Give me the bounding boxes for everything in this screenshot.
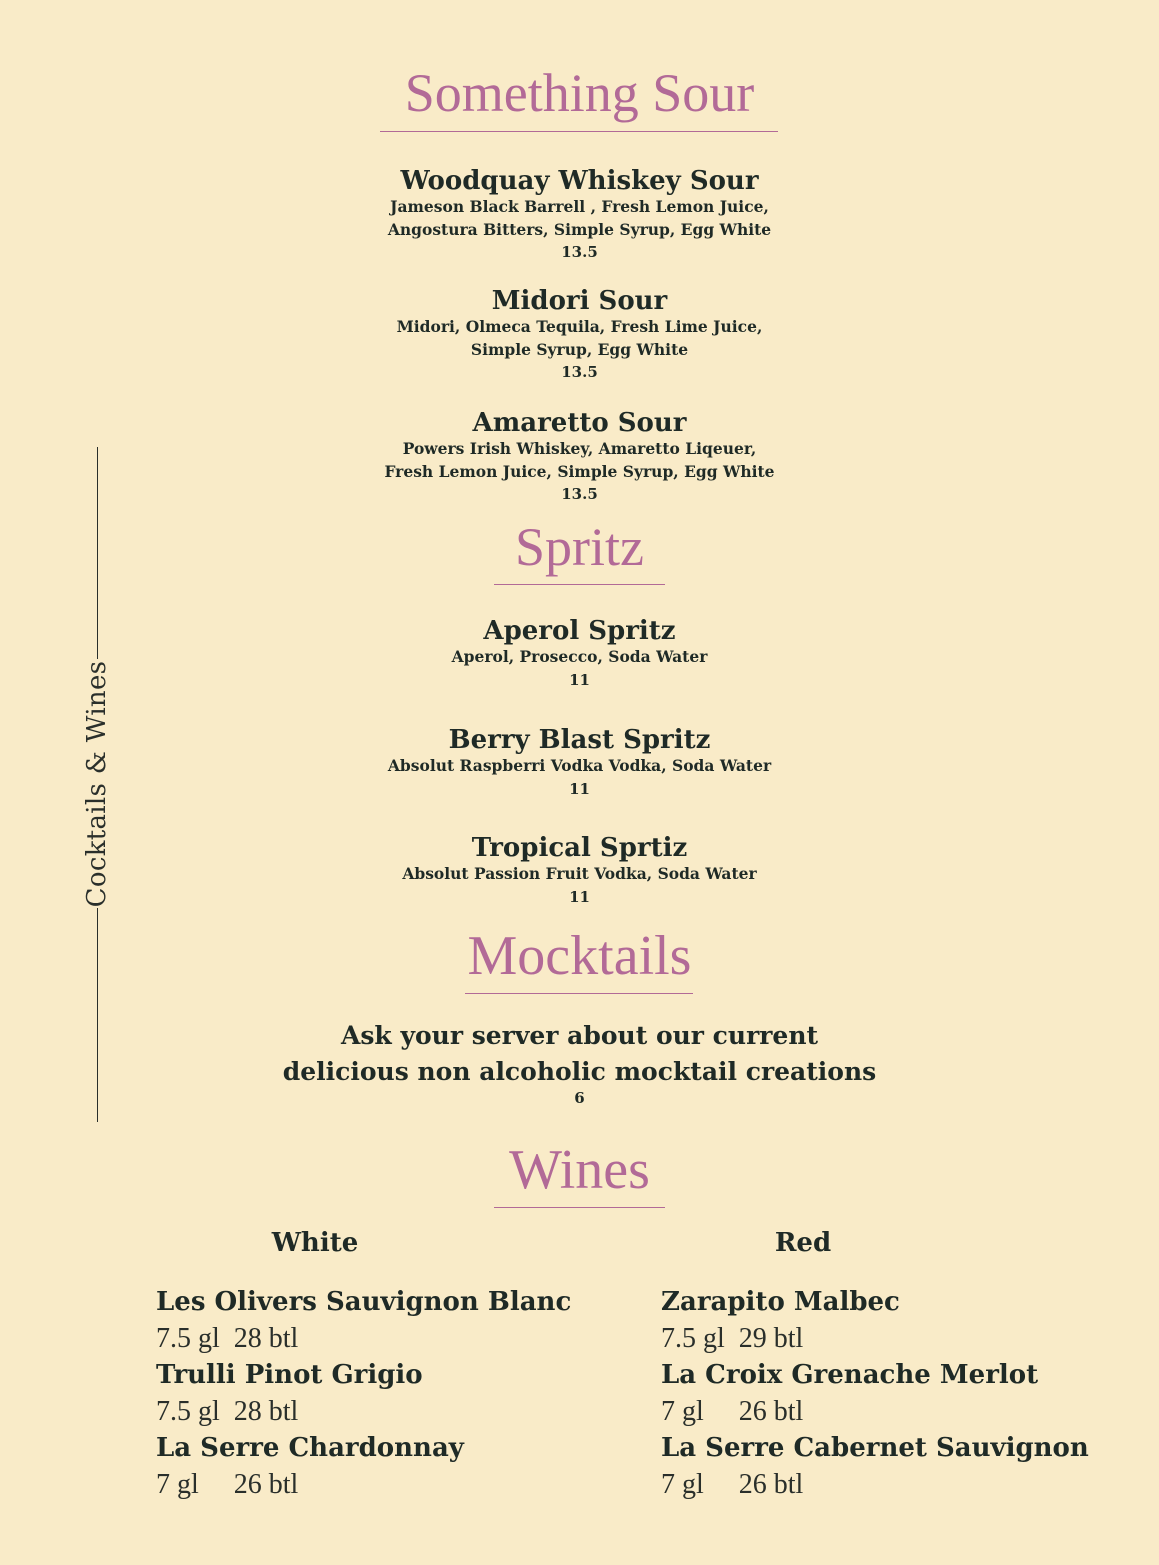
wine-list-red — [661, 1284, 1089, 1503]
wine-item — [156, 1357, 571, 1430]
item-description: Midori, Olmeca Tequila, Fresh Lime Juice, — [396, 317, 763, 336]
wine-item — [156, 1430, 571, 1503]
mocktail-note-line-2: delicious non alcoholic mocktail creations — [282, 1057, 877, 1086]
wine-price: 7 gl 26 btl — [156, 1469, 299, 1500]
section-rule-spritz — [494, 584, 665, 585]
item-description: Fresh Lemon Juice, Simple Syrup, Egg White — [384, 461, 775, 481]
wine-price: 7.5 gl 28 btl — [156, 1323, 299, 1354]
item-name: Tropical Sprtiz — [471, 833, 688, 863]
section-title-wines: Wines — [509, 1139, 650, 1201]
wine-name: Zarapito Malbec — [661, 1287, 900, 1317]
section-rule-wines — [494, 1207, 665, 1208]
item-price: 11 — [569, 670, 590, 689]
wine-price: 7 gl 26 btl — [661, 1396, 804, 1427]
item-name: Amaretto Sour — [472, 408, 687, 438]
menu-item — [0, 166, 1159, 263]
wine-price: 7 gl 26 btl — [661, 1469, 804, 1500]
section-title-spritz: Spritz — [515, 517, 644, 577]
side-label: Cocktails & Wines — [82, 660, 112, 908]
wine-name: La Serre Cabernet Sauvignon — [661, 1433, 1089, 1463]
item-price: 13.5 — [561, 485, 598, 503]
item-name: Woodquay Whiskey Sour — [400, 166, 759, 196]
menu-item — [0, 286, 1159, 383]
mocktail-note-line-1: Ask your server about our current — [340, 1021, 819, 1050]
wine-name: Trulli Pinot Grigio — [156, 1360, 423, 1390]
wine-item — [661, 1430, 1089, 1503]
wine-list-white — [156, 1284, 571, 1503]
menu-item — [0, 833, 1159, 908]
mocktail-price: 6 — [574, 1089, 585, 1107]
section-title-mocktails: Mocktails — [467, 925, 692, 987]
section-rule-something-sour — [380, 131, 778, 132]
wine-price: 7.5 gl 29 btl — [661, 1323, 804, 1354]
wine-column-heading-white: White — [271, 1228, 359, 1258]
item-name: Berry Blast Spritz — [448, 725, 711, 755]
wine-column-heading-red: Red — [774, 1228, 832, 1258]
item-description: Jameson Black Barrell , Fresh Lemon Juice, — [390, 197, 769, 216]
wine-item — [661, 1357, 1089, 1430]
item-price: 11 — [569, 887, 590, 906]
menu-item — [0, 408, 1159, 505]
wine-price: 7.5 gl 28 btl — [156, 1396, 299, 1427]
item-name: Midori Sour — [491, 286, 668, 316]
item-price: 11 — [569, 779, 590, 798]
menu-item — [0, 616, 1159, 691]
item-name: Aperol Spritz — [483, 616, 676, 646]
menu-item — [0, 725, 1159, 800]
wine-item — [661, 1284, 1089, 1357]
item-description: Simple Syrup, Egg White — [470, 339, 689, 359]
item-description: Absolut Passion Fruit Vodka, Soda Water — [402, 864, 757, 883]
wine-name: La Serre Chardonnay — [156, 1433, 464, 1463]
item-description: Absolut Raspberri Vodka Vodka, Soda Water — [387, 756, 772, 775]
item-price: 13.5 — [561, 243, 598, 261]
section-rule-mocktails — [465, 993, 693, 994]
item-description: Angostura Bitters, Simple Syrup, Egg White — [387, 219, 772, 239]
wine-name: La Croix Grenache Merlot — [661, 1360, 1039, 1390]
wine-item — [156, 1284, 571, 1357]
wine-name: Les Olivers Sauvignon Blanc — [156, 1287, 572, 1317]
item-price: 13.5 — [561, 363, 598, 381]
item-description: Aperol, Prosecco, Soda Water — [451, 647, 708, 666]
item-description: Powers Irish Whiskey, Amaretto Liqeuer, — [402, 439, 757, 458]
section-title-something-sour: Something Sour — [404, 63, 755, 123]
